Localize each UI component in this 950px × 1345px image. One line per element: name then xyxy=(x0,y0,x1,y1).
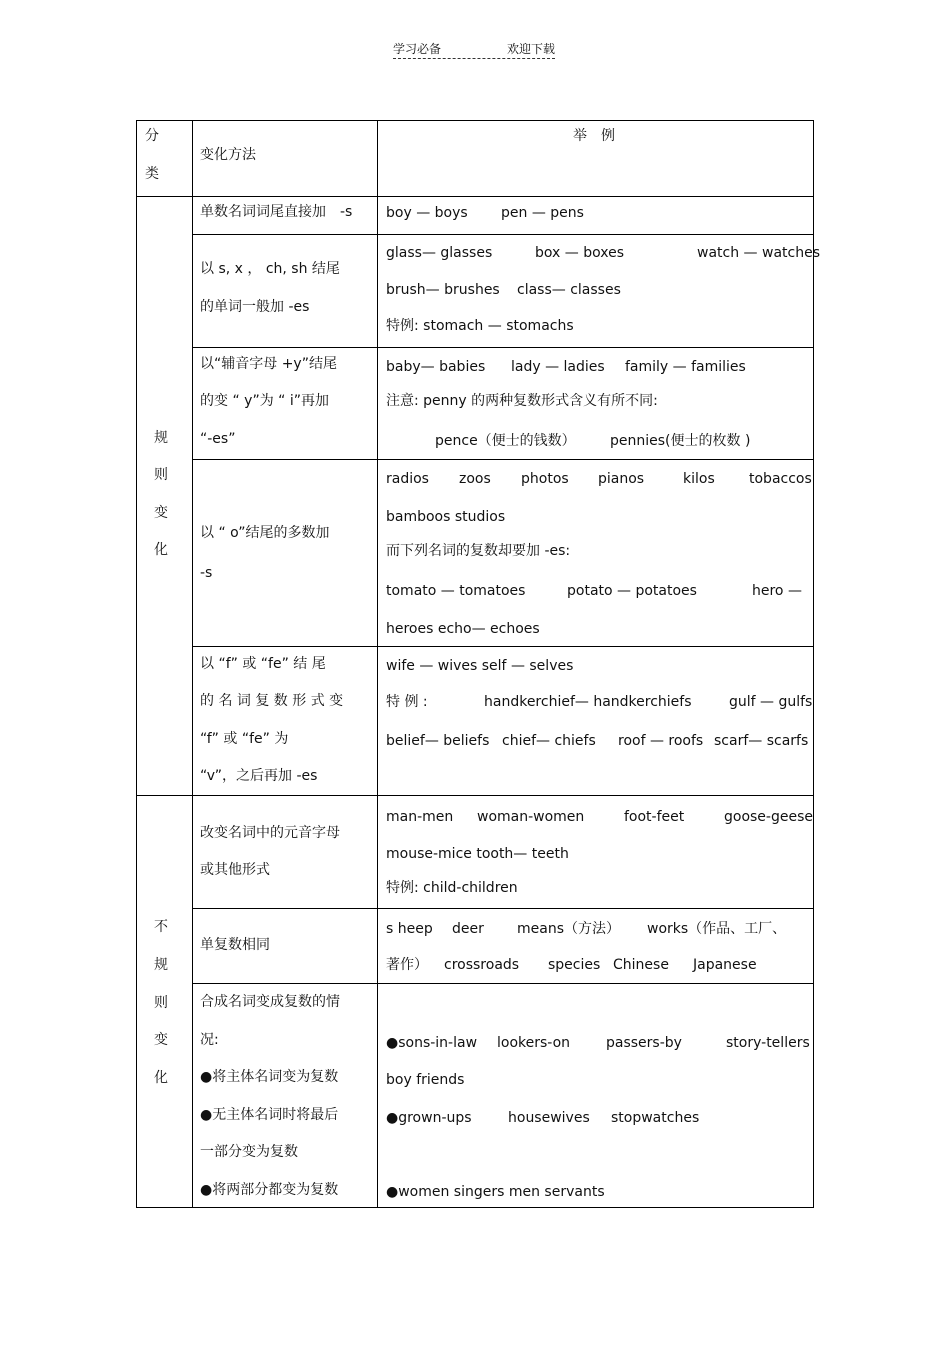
example-text: glass— glasses xyxy=(386,245,493,261)
example-text: photos xyxy=(521,471,569,487)
regular-label-char: 规 xyxy=(154,430,168,446)
example-text: Japanese xyxy=(693,957,757,973)
example-text: passers-by xyxy=(606,1035,682,1051)
grid-line xyxy=(192,234,813,235)
method-text: “f” 或 “fe” 为 xyxy=(200,731,289,747)
example-text: chief— chiefs xyxy=(502,733,596,749)
method-text: 的单词一般加 -es xyxy=(200,299,310,315)
example-text: ●grown-ups xyxy=(386,1110,472,1126)
plural-nouns-table xyxy=(136,120,820,1208)
example-text: pennies(便士的枚数 ) xyxy=(610,433,751,449)
example-text: watch — watches xyxy=(697,245,820,261)
example-text: species xyxy=(548,957,601,973)
example-text: works（作品、工厂、 xyxy=(647,921,787,937)
example-text: box — boxes xyxy=(535,245,624,261)
example-text: crossroads xyxy=(444,957,520,973)
example-text: 特例: child-children xyxy=(386,880,518,896)
example-text: goose-geese xyxy=(724,809,813,825)
example-text: boy friends xyxy=(386,1072,465,1088)
header-right: 欢迎下载 xyxy=(506,42,555,56)
example-text: lady — ladies xyxy=(511,359,605,375)
example-text: bamboos studios xyxy=(386,509,506,525)
example-text: brush— brushes xyxy=(386,282,500,298)
example-text: pen — pens xyxy=(501,205,584,221)
method-text: 或其他形式 xyxy=(200,862,270,878)
irregular-label-char: 则 xyxy=(154,995,168,1011)
example-text: 特 例 : xyxy=(386,694,428,710)
example-text: Chinese xyxy=(613,957,669,973)
grid-line xyxy=(192,121,193,1207)
example-text: stopwatches xyxy=(611,1110,700,1126)
example-text: roof — roofs xyxy=(618,733,704,749)
method-text: 合成名词变成复数的情 xyxy=(200,994,340,1010)
method-text: 以 “ o”结尾的多数加 xyxy=(200,525,330,541)
method-text: 单数名词词尾直接加 -s xyxy=(200,204,353,220)
example-text: family — families xyxy=(625,359,746,375)
example-text: s heep xyxy=(386,921,433,937)
example-text: scarf— scarfs xyxy=(714,733,809,749)
example-text: hero — xyxy=(752,583,802,599)
example-text: woman-women xyxy=(477,809,585,825)
method-text: -s xyxy=(200,565,213,581)
example-text: 而下列名词的复数却要加 -es: xyxy=(386,543,571,559)
example-text: housewives xyxy=(508,1110,590,1126)
irregular-label-char: 化 xyxy=(154,1070,168,1086)
example-text: lookers-on xyxy=(497,1035,571,1051)
example-text: wife — wives self — selves xyxy=(386,658,574,674)
example-text: belief— beliefs xyxy=(386,733,490,749)
method-text: 的变 “ y”为 “ i”再加 xyxy=(200,393,329,409)
grid-line xyxy=(192,347,813,348)
method-text: 改变名词中的元音字母 xyxy=(200,825,340,841)
example-text: mouse-mice tooth— teeth xyxy=(386,846,569,862)
grid-line xyxy=(192,983,813,984)
example-text: handkerchief— handkerchiefs xyxy=(484,694,692,710)
grid-line xyxy=(192,459,813,460)
method-text: 况: xyxy=(200,1032,219,1048)
page-header xyxy=(393,40,555,59)
example-text: foot-feet xyxy=(624,809,685,825)
example-text: boy — boys xyxy=(386,205,468,221)
grid-line xyxy=(192,908,813,909)
grid-line xyxy=(377,121,378,1207)
example-text: 特例: stomach — stomachs xyxy=(386,318,574,334)
example-text: 著作） xyxy=(386,957,428,973)
header-example: 举 例 xyxy=(573,128,615,144)
method-text: 单复数相同 xyxy=(200,937,270,953)
header-left: 学习必备 xyxy=(393,42,442,56)
example-text: heroes echo— echoes xyxy=(386,621,540,637)
example-text: 注意: penny 的两种复数形式含义有所不同: xyxy=(386,393,658,409)
method-text: ●将两部分都变为复数 xyxy=(200,1182,339,1198)
example-text: ●women singers men servants xyxy=(386,1184,605,1200)
method-text: 的 名 词 复 数 形 式 变 xyxy=(200,693,344,709)
regular-label-char: 则 xyxy=(154,467,168,483)
example-text: means（方法） xyxy=(517,921,620,937)
method-text: 一部分变为复数 xyxy=(200,1144,298,1160)
regular-label-char: 化 xyxy=(154,542,168,558)
example-text: ●sons-in-law xyxy=(386,1035,478,1051)
irregular-label-char: 不 xyxy=(154,919,168,935)
example-text: radios xyxy=(386,471,429,487)
method-text: ●无主体名词时将最后 xyxy=(200,1107,339,1123)
irregular-label-char: 变 xyxy=(154,1032,168,1048)
header-method: 变化方法 xyxy=(200,147,256,163)
method-text: 以 s, x ， ch, sh 结尾 xyxy=(200,261,340,277)
example-text: tobaccos xyxy=(749,471,812,487)
example-text: deer xyxy=(452,921,484,937)
regular-label-char: 变 xyxy=(154,505,168,521)
example-text: baby— babies xyxy=(386,359,486,375)
method-text: “v”，之后再加 -es xyxy=(200,768,318,784)
method-text: “-es” xyxy=(200,431,236,447)
example-text: pianos xyxy=(598,471,645,487)
grid-line xyxy=(137,795,813,796)
grid-line xyxy=(137,196,813,197)
header-category-2: 类 xyxy=(145,166,159,182)
example-text: potato — potatoes xyxy=(567,583,697,599)
irregular-label-char: 规 xyxy=(154,957,168,973)
example-text: story-tellers xyxy=(726,1035,810,1051)
example-text: pence（便士的钱数） xyxy=(435,433,576,449)
example-text: zoos xyxy=(459,471,491,487)
example-text: class— classes xyxy=(517,282,621,298)
example-text: tomato — tomatoes xyxy=(386,583,526,599)
method-text: 以“辅音字母 +y”结尾 xyxy=(200,356,337,372)
grid-line xyxy=(192,646,813,647)
example-text: man-men xyxy=(386,809,454,825)
header-category-1: 分 xyxy=(145,128,159,144)
method-text: 以 “f” 或 “fe” 结 尾 xyxy=(200,656,326,672)
method-text: ●将主体名词变为复数 xyxy=(200,1069,339,1085)
example-text: kilos xyxy=(683,471,715,487)
example-text: gulf — gulfs xyxy=(729,694,813,710)
